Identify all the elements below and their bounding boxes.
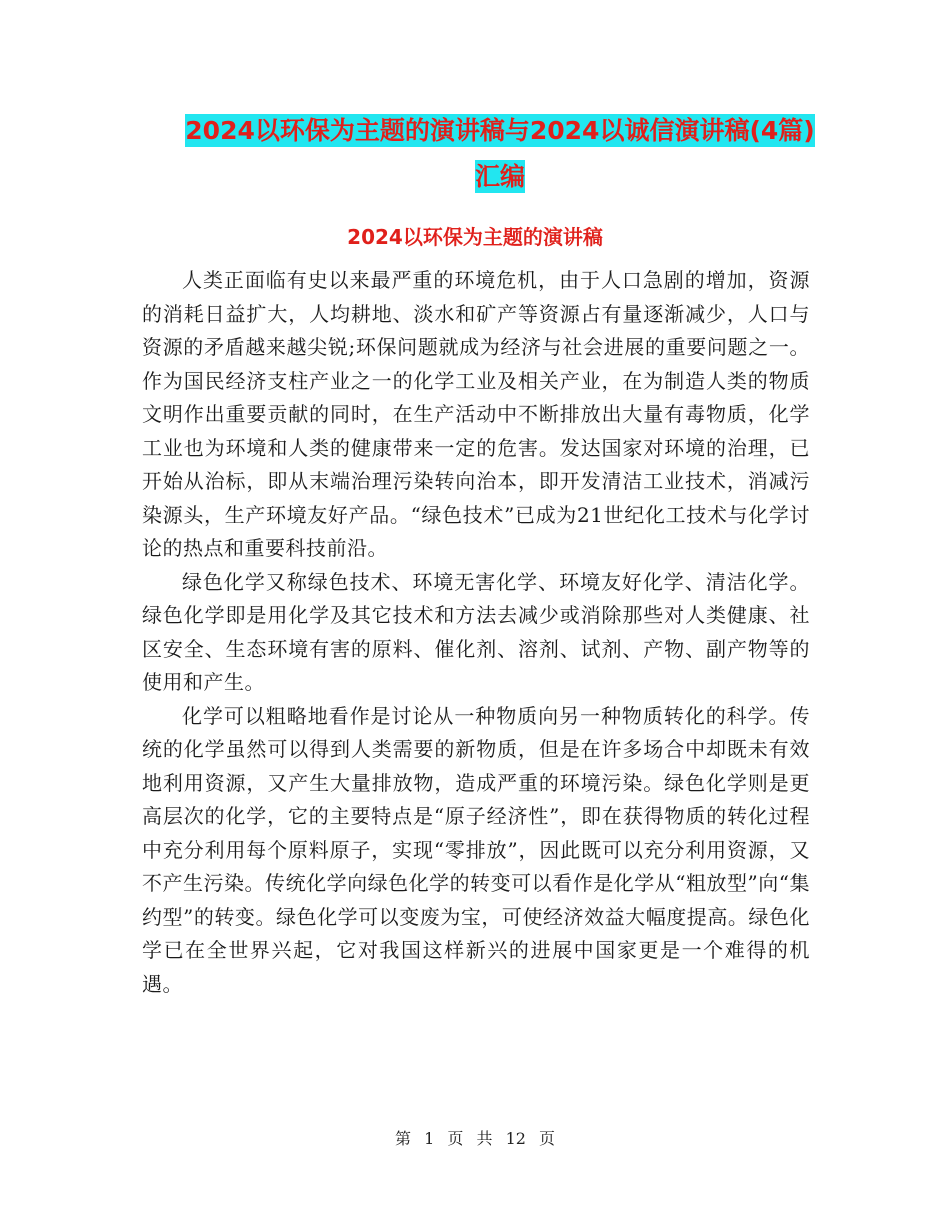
paragraph: 绿色化学又称绿色技术、环境无害化学、环境友好化学、清洁化学。绿色化学即是用化学及其它技术和方法去减少或消除那些对人类健康、社区安全、生态环境有害的原料、催化剂、溶剂、试剂、产物、副产物等的使用和产生。 xyxy=(142,569,810,694)
footer-current-page: 1 xyxy=(424,1129,435,1148)
page-footer xyxy=(0,1126,950,1149)
paragraph: 人类正面临有史以来最严重的环境危机，由于人口急剧的增加，资源的消耗日益扩大，人均耕地、淡水和矿产等资源占有量逐渐减少，人口与资源的矛盾越来越尖锐;环保问题就成为经济与社会进展的重要问题之一。作为国民经济支柱产业之一的化学工业及相关产业，在为制造人类的物质文明作出重要贡献的同时，在生产活动中不断排放出大量有毒物质，化学工业也为环境和人类的健康带来一定的危害。发达国家对环境的治理，已开始从治标，即从末端治理污染转向治本，即开发清洁工业技术，消减污染源头，生产环境友好产品。“绿色技术”已成为21世纪化工技术与化学讨论的热点和重要科技前沿。 xyxy=(142,268,810,560)
body-text xyxy=(142,264,810,1001)
section-title: 2024以环保为主题的演讲稿 xyxy=(347,225,603,249)
footer-total-pages: 12 xyxy=(505,1129,526,1148)
title-highlight: 2024以环保为主题的演讲稿与2024以诚信演讲稿(4篇)汇编 xyxy=(185,116,815,191)
paragraph: 化学可以粗略地看作是讨论从一种物质向另一种物质转化的科学。传统的化学虽然可以得到人类需要的新物质，但是在许多场合中却既未有效地利用资源，又产生大量排放物，造成严重的环境污染。绿色化学则是更高层次的化学，它的主要特点是“原子经济性”，即在获得物质的转化过程中充分利用每个原料原子，实现“零排放”，因此既可以充分利用资源，又不产生污染。传统化学向绿色化学的转变可以看作是化学从“粗放型”向“集约型”的转变。绿色化学可以变废为宝，可使经济效益大幅度提高。绿色化学已在全世界兴起，它对我国这样新兴的进展中国家更是一个难得的机遇。 xyxy=(142,703,810,996)
document-title xyxy=(180,108,820,200)
footer-label-unit2: 页 xyxy=(539,1129,556,1148)
footer-label-unit: 页 xyxy=(447,1129,464,1148)
footer-label-total: 共 xyxy=(476,1129,493,1148)
footer-label-page: 第 xyxy=(394,1129,411,1148)
